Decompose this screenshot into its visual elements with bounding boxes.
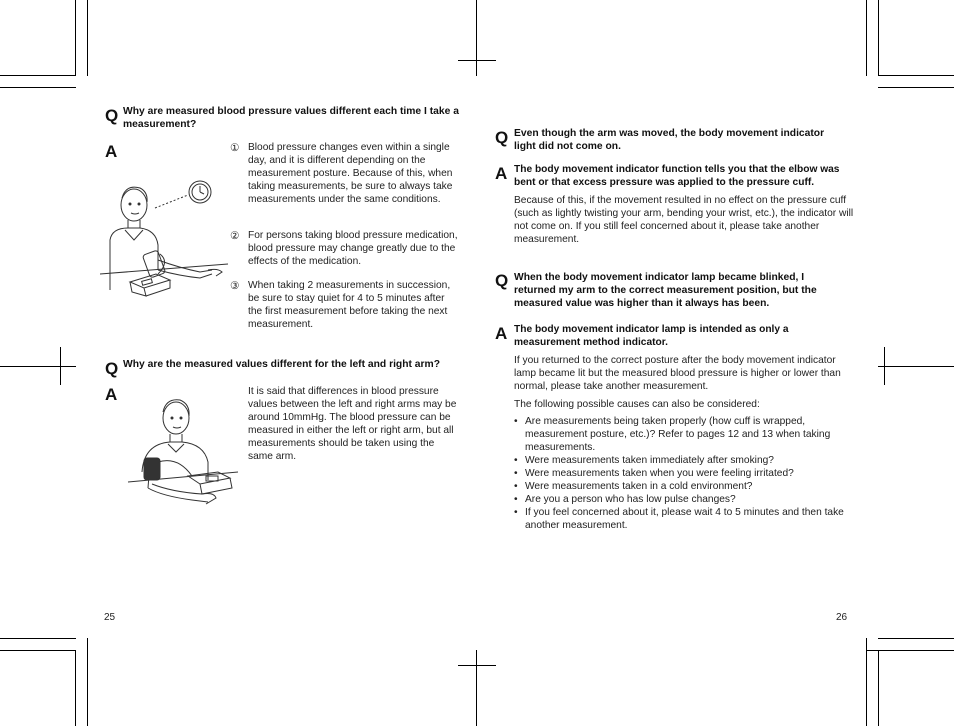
crop-mark	[0, 87, 76, 88]
list-item: • Were measurements taken immediately after smoking?	[514, 455, 854, 468]
crop-mark	[878, 87, 954, 88]
crop-mark	[866, 650, 954, 651]
q-letter: Q	[105, 106, 119, 125]
a-letter: A	[105, 142, 118, 161]
answer-point: For persons taking blood pressure medication, blood pressure may change greatly due to the effects of the medication.	[248, 230, 458, 267]
answer-block	[514, 324, 854, 533]
answer-lead: The body movement indicator lamp is intended as only a measurement method indicator.	[514, 324, 789, 348]
a-letter: A	[495, 324, 508, 343]
point-marker: ①	[230, 142, 240, 154]
crop-mark	[878, 75, 954, 76]
question-heading: Why are measured blood pressure values different each time I take a measurement?	[123, 106, 459, 130]
list-item: • Were measurements taken when you were feeling irritated?	[514, 468, 854, 481]
list-item: • Were measurements taken in a cold environment?	[514, 481, 854, 494]
crop-mark	[878, 650, 879, 726]
list-item: • Are you a person who has low pulse changes?	[514, 494, 854, 507]
list-item: • If you feel concerned about it, please wait 4 to 5 minutes and then take another measurement.	[514, 507, 854, 533]
answer-text: It is said that differences in blood pressure values between the left and right arms may be around 10mmHg. The blood pressure can be measured in either the left or right arm, but all measurements should be taken using the same arm.	[248, 386, 457, 462]
crop-mark	[0, 366, 76, 367]
crop-mark	[0, 638, 76, 639]
q-letter: Q	[105, 359, 119, 378]
q-letter: Q	[495, 271, 509, 290]
crop-mark	[878, 366, 954, 367]
seated-measurement-illustration	[100, 170, 230, 305]
causes-list	[514, 416, 854, 532]
crop-mark	[878, 0, 879, 76]
answer-point: When taking 2 measurements in succession, be sure to stay quiet for 4 to 5 minutes after the first measurement before taking the next measurement.	[248, 280, 451, 330]
causes-intro: The following possible causes can also be considered:	[514, 398, 760, 410]
question-heading: Even though the arm was moved, the body movement indicator light did not come on.	[514, 128, 825, 152]
q-letter: Q	[495, 128, 509, 147]
crop-mark	[0, 75, 76, 76]
question-heading: When the body movement indicator lamp became blinked, I returned my arm to the correct measurement position, but the measured value was higher than it always has been.	[514, 272, 817, 309]
crop-mark	[0, 650, 76, 651]
list-item: • Are measurements being taken properly (how cuff is wrapped, measurement posture, etc.)? Refer to pages 12 and 13 when taking measurements.	[514, 416, 854, 455]
crop-mark	[866, 638, 867, 726]
crop-mark	[60, 347, 61, 385]
crop-mark	[476, 0, 477, 76]
crop-mark	[476, 650, 477, 726]
a-letter: A	[495, 164, 508, 183]
crop-mark	[87, 0, 88, 76]
crop-mark	[75, 0, 76, 76]
point-marker: ②	[230, 230, 240, 242]
answer-text: Because of this, if the movement resulted in no effect on the pressure cuff (such as lightly twisting your arm, bending your wrist, etc.), the indicator will not come on. If you still feel concerned about it, please take another measurement.	[514, 194, 854, 245]
page-number: 26	[836, 612, 848, 623]
crop-mark	[75, 650, 76, 726]
crop-mark	[458, 60, 496, 61]
crop-mark	[884, 347, 885, 385]
a-letter: A	[105, 385, 118, 404]
page-number: 25	[104, 612, 116, 623]
point-marker: ③	[230, 280, 240, 292]
question-heading: Why are the measured values different for the left and right arm?	[123, 359, 440, 370]
crop-mark	[866, 0, 867, 76]
answer-block	[514, 164, 854, 251]
arm-measurement-illustration	[122, 392, 242, 514]
crop-mark	[878, 638, 954, 639]
answer-lead: The body movement indicator function tells you that the elbow was bent or that excess pressure was applied to the pressure cuff.	[514, 164, 840, 188]
crop-mark	[458, 665, 496, 666]
answer-point: Blood pressure changes even within a single day, and it is different depending on the measurement posture. Because of this, when taking measurements, be sure to always take measurements under the same conditions.	[248, 142, 453, 205]
answer-text: If you returned to the correct posture after the body movement indicator lamp became lit but the measured blood pressure is higher or lower than normal, please take another measurement.	[514, 354, 841, 392]
crop-mark	[87, 638, 88, 726]
